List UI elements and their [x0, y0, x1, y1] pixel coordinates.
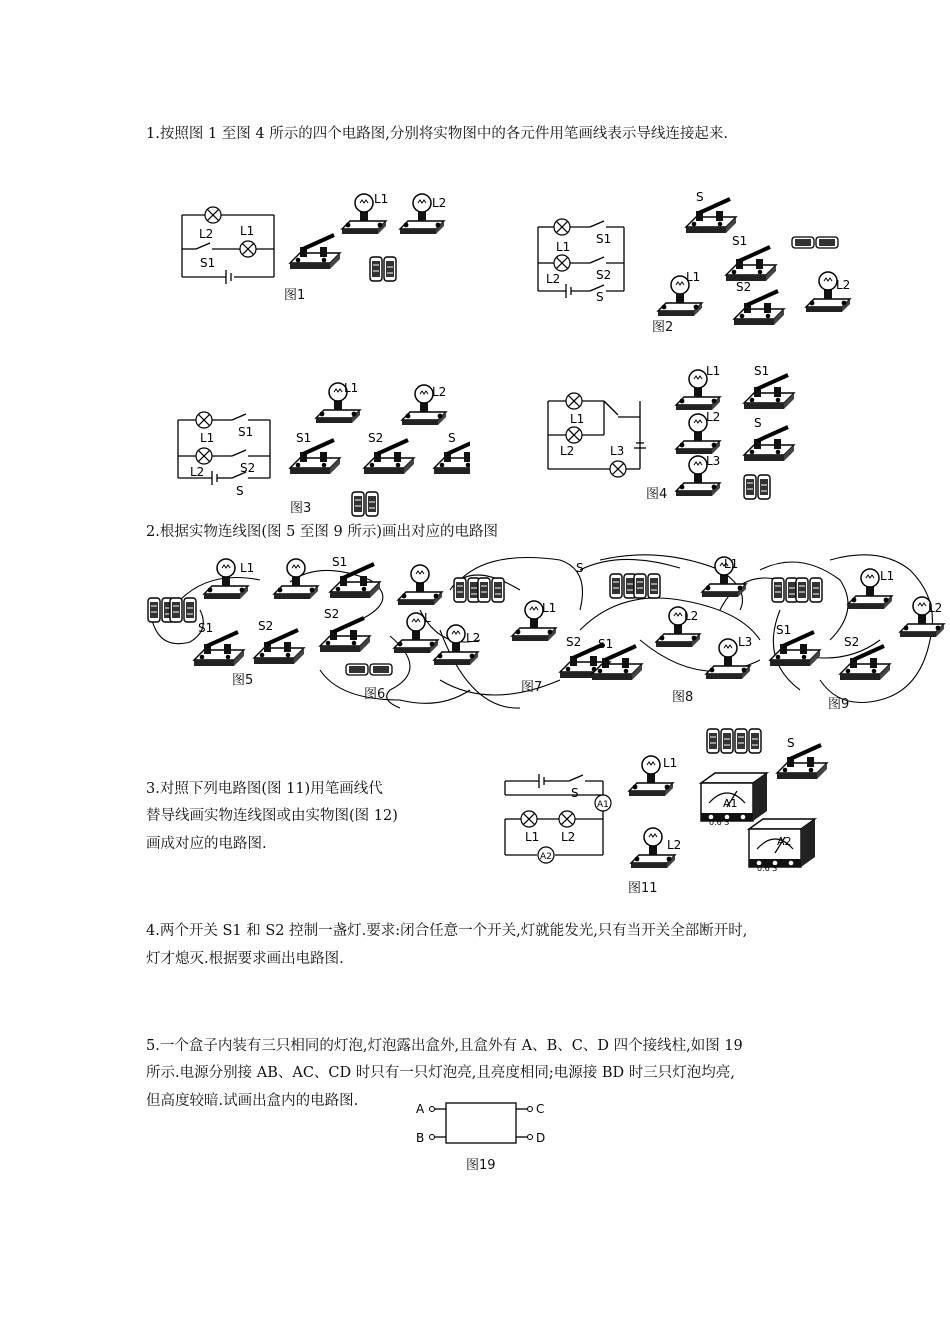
- fig6-label-l: L: [424, 611, 431, 625]
- fig8-label-s1: S1: [598, 637, 614, 651]
- switch-device-s: [744, 427, 794, 461]
- switch-device-s: [686, 199, 736, 233]
- fig7-label-l2: L2: [466, 631, 481, 645]
- fig6-label-s1: S1: [332, 555, 348, 569]
- fig5-label-l1: L1: [240, 561, 255, 575]
- fig3-caption: 图3: [290, 501, 312, 516]
- question-4-line-2: 灯才熄灭.根据要求画出电路图.: [146, 951, 344, 967]
- fig5-caption: 图5: [232, 673, 254, 688]
- fig3-label-5: L1: [344, 381, 359, 395]
- fig9-caption: 图9: [828, 697, 850, 712]
- fig8-label-l2: L2: [684, 609, 699, 623]
- fig11-label-s-device: S: [787, 736, 795, 750]
- fig1-caption: 图1: [284, 288, 306, 303]
- question-5-line-1: 5.一个盒子内装有三只相同的灯泡,灯泡露出盒外,且盒外有 A、B、C、D 四个接线柱,如图 19: [146, 1038, 743, 1054]
- question-5-line-2: 所示.电源分别接 AB、AC、CD 时只有一只灯泡亮,且亮度相同;电源接 BD 时三只灯泡均亮,: [146, 1065, 735, 1081]
- fig11-label-l2-circuit: L2: [561, 830, 576, 844]
- terminal-c: C: [536, 1102, 545, 1116]
- switch-device-s2: [364, 440, 414, 474]
- fig2-caption: 图2: [652, 320, 674, 335]
- fig1-label-0: L2: [199, 227, 214, 241]
- fig3-label-9: S: [448, 431, 456, 445]
- fig2-label-3: L2: [546, 272, 561, 286]
- fig2-label-2: S2: [596, 268, 612, 282]
- question-3-line-2: 替导线画实物连线图或由实物图(图 12): [146, 808, 398, 824]
- switch-device: [290, 235, 340, 269]
- figure-4: [540, 365, 810, 505]
- figure-2: [520, 185, 870, 325]
- question-2-text: 2.根据实物连线图(图 5 至图 9 所示)画出对应的电路图: [146, 524, 499, 540]
- fig4-label-3: L1: [706, 365, 721, 378]
- switch-device-s: [434, 440, 470, 474]
- terminal-d: D: [536, 1131, 546, 1145]
- terminal-a: A: [416, 1102, 425, 1116]
- fig3-label-6: L2: [432, 385, 447, 399]
- fig11-label-a1-device: A1: [723, 797, 738, 810]
- figure-3: [170, 380, 470, 520]
- figure-11: [495, 725, 835, 890]
- fig9-label-s1: S1: [776, 623, 792, 637]
- fig11-label-a1-circuit: A1: [597, 800, 609, 810]
- fig3-label-4: S: [236, 484, 244, 498]
- fig9-label-l2: L2: [928, 601, 943, 615]
- fig11-label-scale-1: 0.6 3: [709, 818, 730, 827]
- fig1-label-1: L1: [240, 224, 255, 238]
- black-box: [446, 1103, 516, 1143]
- fig4-label-5: L3: [706, 454, 721, 468]
- switch-device-s2: [734, 291, 784, 325]
- fig3-label-7: S1: [296, 431, 312, 445]
- fig4-label-4: L2: [706, 410, 721, 424]
- question-5-line-3: 但高度较暗.试画出盒内的电路图.: [146, 1093, 359, 1109]
- fig8-label-l1: L1: [724, 557, 739, 571]
- fig3-label-2: L2: [190, 465, 205, 479]
- fig3-label-0: L1: [200, 431, 215, 445]
- question-1-text: 1.按照图 1 至图 4 所示的四个电路图,分别将实物图中的各元件用笔画线表示导线连接起来.: [146, 126, 728, 142]
- fig2-label-5: S: [696, 190, 704, 204]
- fig7-label-s2: S2: [566, 635, 582, 649]
- figure-19: [410, 1095, 560, 1155]
- question-3-line-1: 3.对照下列电路图(图 11)用笔画线代: [146, 781, 383, 797]
- battery-device: [352, 492, 378, 516]
- circuit-diagram-1: [182, 215, 274, 284]
- switch-device-s1: [726, 247, 776, 281]
- fig5-label-s2: S2: [258, 619, 274, 633]
- fig11-caption: 图11: [628, 881, 658, 896]
- terminal-b: B: [416, 1131, 425, 1145]
- fig3-label-1: S1: [238, 425, 254, 439]
- fig2-label-7: L1: [686, 270, 701, 284]
- battery-device: [370, 257, 396, 281]
- fig7-label-s: S: [576, 561, 584, 575]
- fig7-label-l1: L1: [542, 601, 557, 615]
- fig6-label-s2: S2: [324, 607, 340, 621]
- figure-5-to-9: [140, 550, 948, 715]
- question-3-line-3: 画成对应的电路图.: [146, 836, 267, 852]
- fig4-label-6: S1: [754, 365, 770, 378]
- fig2-label-1: L1: [556, 240, 571, 254]
- battery-device: [744, 475, 770, 499]
- fig1-label-2: S1: [200, 256, 216, 270]
- switch-device-s1: [744, 375, 794, 409]
- switch-device-s1: [290, 440, 340, 474]
- fig2-label-9: L2: [836, 278, 851, 292]
- fig11-label-l1-circuit: L1: [525, 830, 540, 844]
- fig4-caption: 图4: [646, 487, 668, 502]
- figure-1: [170, 185, 460, 310]
- fig3-label-3: S2: [240, 461, 256, 475]
- fig4-label-7: S: [754, 416, 762, 430]
- fig1-label-4: L2: [432, 196, 447, 210]
- fig3-label-8: S2: [368, 431, 384, 445]
- fig5-label-s1: S1: [198, 621, 214, 635]
- fig9-label-l1: L1: [880, 569, 895, 583]
- fig7-caption: 图7: [521, 680, 543, 695]
- battery-device: [792, 237, 838, 248]
- fig8-caption: 图8: [672, 690, 694, 705]
- fig2-label-8: S2: [736, 280, 752, 294]
- fig8-label-l3: L3: [738, 635, 753, 649]
- fig2-label-6: S1: [732, 234, 748, 248]
- fig11-label-l1-device: L1: [663, 756, 678, 770]
- fig1-label-3: L1: [374, 192, 389, 206]
- fig11-label-a2-circuit: A2: [540, 852, 552, 862]
- fig11-label-l2-device: L2: [667, 838, 682, 852]
- fig4-label-2: L3: [610, 444, 625, 458]
- fig4-label-1: L2: [560, 444, 575, 458]
- fig11-label-s-circuit: S: [571, 786, 579, 800]
- fig9-label-s2: S2: [844, 635, 860, 649]
- fig11-label-a2-device: A2: [777, 835, 792, 848]
- fig2-label-0: S1: [596, 232, 612, 246]
- fig4-label-0: L1: [570, 412, 585, 426]
- fig19-caption: 图19: [466, 1158, 496, 1173]
- fig2-label-4: S: [596, 290, 604, 304]
- fig11-label-scale-2: 0.6 3: [757, 864, 778, 873]
- fig6-caption: 图6: [364, 687, 386, 702]
- question-4-line-1: 4.两个开关 S1 和 S2 控制一盏灯.要求:闭合任意一个开关,灯就能发光,只有当开关全部断开时,: [146, 923, 748, 939]
